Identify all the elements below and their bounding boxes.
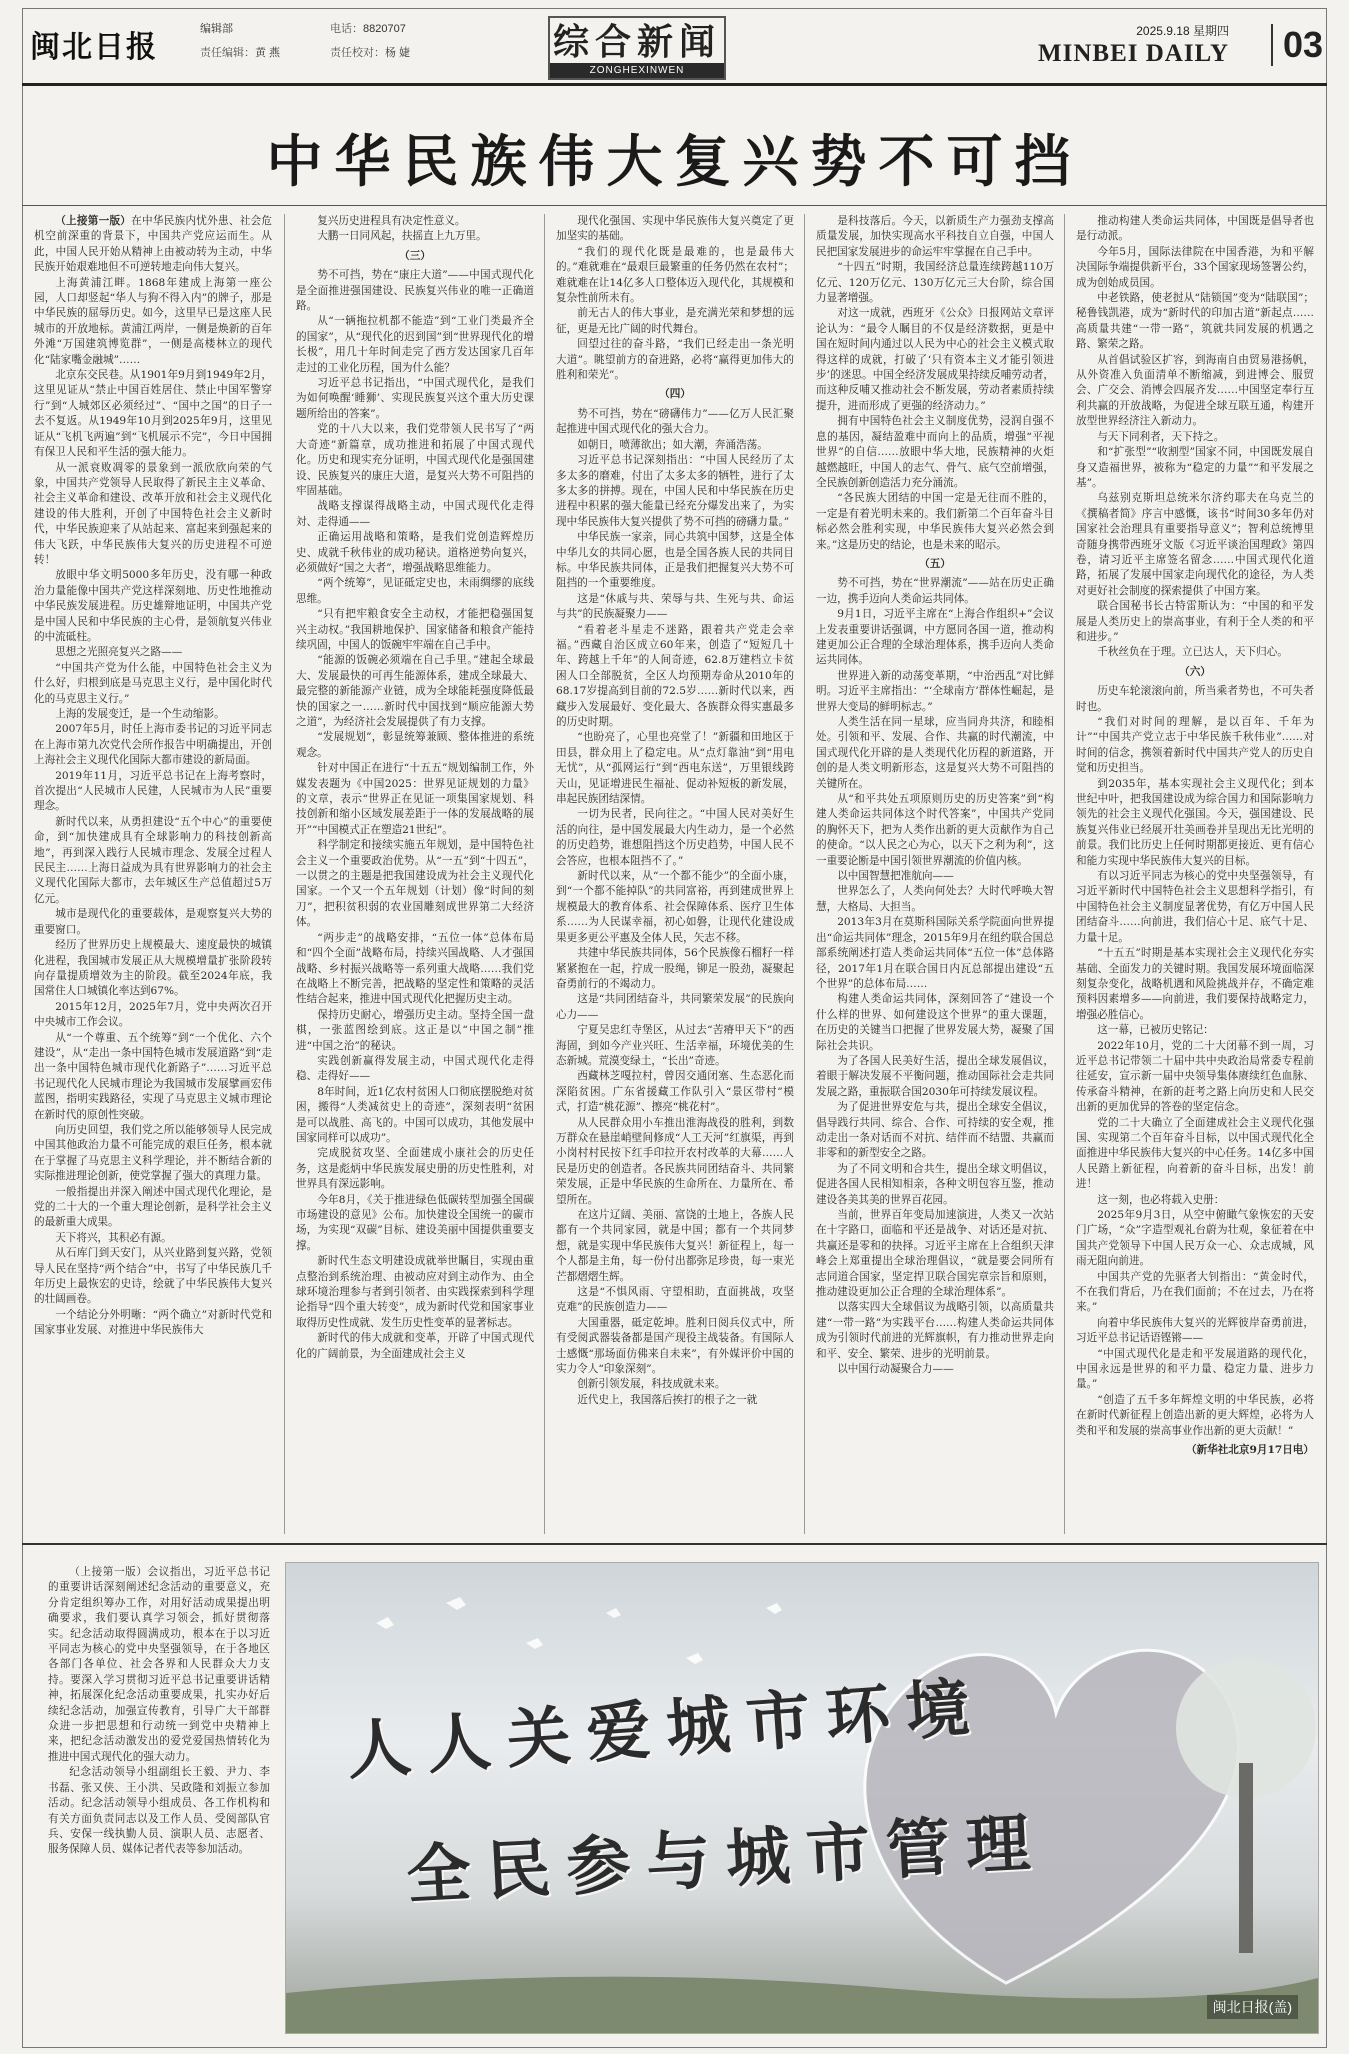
article-paragraph: 到2035年，基本实现社会主义现代化；到本世纪中叶，把我国建设成为综合国力和国际影响力领先的社会主义现代化强国。今天，强国建设、民族复兴伟业已经展开壮美画卷并呈现出无比光明的前景。我们比历史上任何时期都更接近、更有信心和能力实现中华民族伟大复兴的目标。 [1076, 777, 1314, 867]
article-paragraph: 乌兹别克斯坦总统米尔济约耶夫在乌克兰的《撰稿者简》序言中感慨，该书“时间30多年仍对国家社会治理具有重要指导意义”；智利总统博里奇随身携带西班牙文版《习近平谈治国理政》第四卷，请习近平主席签名留念……中国式现代化道路，拓展了发展中国家走向现代化的途径，为人类对更好社会制度的探索提供了中国方案。 [1076, 492, 1314, 597]
article-paragraph: 思想之光照亮复兴之路—— [55, 646, 183, 659]
article-paragraph: 今年5月，国际法律院在中国香港，为和平解决国际争端提供新平台，33个国家现场签署公约，成为创始成员国。 [1076, 245, 1314, 289]
article-paragraph: 这是“不惧风雨、守望相助，直面挑战，攻坚克难”的民族创造力—— [556, 1286, 794, 1314]
newspaper-logo: 闽北日报 [30, 30, 158, 65]
article-paragraph: 大国重器，砥定乾坤。胜利日阅兵仪式中，所有受阅武器装备都是国产现役主战装备。有国际人士感慨“那场面仿佛来自未来”，有外媒评价中国的实力令人“印象深刻”。 [556, 1316, 794, 1376]
article-paragraph: 新时代生态文明建设成就举世瞩目，实现由重点整治到系统治理、由被动应对到主动作为、由全球环境治理参与者到引领者、由实践探索到科学理论指导“四个重大转变”，成为新时代党和国家事业取得历史性成就、发生历史性变革的显著标志。 [296, 1255, 534, 1329]
public-service-ad [285, 1562, 1319, 2034]
article-column-4 [816, 214, 1054, 1534]
article-paragraph: 2025年9月3日，从空中俯瞰气象恢宏的天安门广场，“众”字造型观礼台蔚为壮观，象征着在中国共产党领导下中国人民万众一心、众志成城，风雨无阻向前进。 [1076, 1209, 1314, 1268]
article-paragraph: 2019年11月，习近平总书记在上海考察时，首次提出“人民城市人民建，人民城市为人民”重要理念。 [34, 769, 272, 813]
article-paragraph: 针对中国正在进行“十五五”规划编制工作，外媒发表题为《中国2025：世界见证规划的力量》的文章，表示“世界正在见证一项集国家规划、科技创新和缩小区域发展差距于一体的发展战略的展开”“中国模式正在塑造21世纪”。 [296, 762, 534, 836]
article-paragraph: 为了各国人民美好生活，提出全球发展倡议，着眼于解决发展不平衡问题，推动国际社会走共同发展之路，重振联合国2030年可持续发展议程。 [816, 1054, 1054, 1098]
article-paragraph: 以中国智慧把准航向—— [837, 870, 954, 883]
article-paragraph: 战略支撑谋得战略主动，中国式现代化走得対、走得通—— [296, 500, 534, 528]
article-paragraph: 党的二十大确立了全面建成社会主义现代化强国、实现第二个百年奋斗目标，以中国式现代化全面推进中华民族伟大复兴的中心任务。14亿多中国人民踏上新征程，向着新的奋斗目标，出发！前进！ [1076, 1116, 1314, 1191]
article-column-1 [34, 214, 272, 1534]
article-paragraph: 回望过往的奋斗路，“我们已经走出一条光明大道”。眺望前方的奋进路，必将“赢得更加伟大的胜利和荣光”。 [556, 338, 794, 382]
article-paragraph: “只有把牢粮食安全主动权，才能把稳强国复兴主动权。”我国耕地保护、国家储备和粮食产能持续巩固，中国人的饭碗牢牢端在自己手中。 [296, 608, 534, 651]
article-paragraph: “发展规划”，彰显统筹兼顾、整体推进的系统观念。 [296, 731, 534, 759]
proofreader-line [330, 44, 410, 60]
article-paragraph: 从一派衰败凋零的景象到一派欣欣向荣的气象，中国共产党领导人民取得了新民主主义革命、社会主义革命和建设、改革开放和社会主义现代化建设的伟大胜利，开创了中国特色社会主义新时代，中华民族迎来了从站起来、富起来到强起来的伟大飞跃，中华民族伟大复兴的历史进程不可逆转！ [34, 461, 272, 566]
article-column-3 [556, 214, 794, 1534]
bird-flock [376, 1597, 782, 1664]
brief-paragraph: （上接第一版）会议指出，习近平总书记的重要讲话深刻阐述纪念活动的重要意义，充分肯定组织筹办工作，对用好活动成果提出明确要求，我们要认真学习领会，抓好贯彻落实。纪念活动取得圆满成功，根本在于以习近平同志为核心的党中央坚强领导，在于各地区各部门各单位、社会各界和人民群众大力支持。要深入学习贯彻习近平总书记重要讲话精神，拓展深化纪念活动重要成果，扎实办好后续纪念活动，加强宣传教育，引导广大干部群众进一步把思想和行动统一到党中央精神上来，把纪念活动激发出的爱党爱国热情转化为推进中国式现代化的强大动力。 [48, 1566, 270, 1763]
article-paragraph: 中华民族一家亲，同心共筑中国梦，这是全体中华儿女的共同心愿，也是全国各族人民的共同目标。中华民族共同体，正是我们把握复兴大势不可阻挡的一个重要维度。 [556, 531, 794, 590]
news-brief [48, 1565, 270, 2037]
phone-value: 8820707 [363, 23, 406, 35]
article-paragraph: 共建中华民族共同体，56个民族像石榴籽一样紧紧抱在一起，拧成一股绳，铆足一股劲，凝聚起奋勇前行的不竭动力。 [556, 947, 794, 990]
article-paragraph: “也盼亮了，心里也亮堂了！”新疆和田地区于田县，群众用上了稳定电。从“点灯靠油”到“用电无忧”，从“孤网运行”到“西电东送”，万里银线跨天山，见证增进民生福祉、促动补短板的新发展，串起民族团结深情。 [556, 731, 794, 806]
phone-label: 电话： [330, 23, 363, 35]
article-paragraph: 天下将兴，其积必有源。 [55, 1231, 172, 1244]
lead-tag: （上接第一版） [55, 215, 132, 227]
article-paragraph: 这是“休戚与共、荣辱与共、生死与共、命运与共”的民族凝聚力—— [556, 592, 794, 621]
article-paragraph: 大鹏一日同风起，扶摇直上九万里。 [317, 230, 487, 243]
article-paragraph: 与天下同利者，天下持之。 [1097, 430, 1225, 443]
article-paragraph: 历史车轮滚滚向前，所当乘者势也，不可失者时也。 [1076, 685, 1314, 713]
article-paragraph: 2015年12月，2025年7月，党中央两次召开中央城市工作会议。 [34, 1000, 272, 1029]
duty-editor-value: 黄 燕 [255, 47, 281, 59]
article-paragraph: “创造了五千多年辉煌文明的中华民族，必将在新时代新征程上创造出新的更大辉煌，必将为人类和平和发展的崇高事业作出新的更大贡献！” [1076, 1393, 1314, 1437]
lead-text: 在中华民族内忧外患、社会危机空前深重的背景下，中国共产党应运而生。从此，中国人民开始从精神上由被动转为主动，中华民族开始艰难地但不可逆转地走向伟大复兴。 [34, 215, 272, 274]
article-paragraph: “两步走”的战略安排，“五位一体”总体布局和“四个全面”战略布局，持续兴国战略、人才强国战略、乡村振兴战略等一系列重大战略……我们党在战略上不断完善，把战略的坚定性和策略的灵活性结合起来，推进中国式现代化把握历史主动。 [296, 931, 534, 1006]
article-paragraph: 是科技落后。今天，以新质生产力强劲支撑高质量发展，加快实现高水平科技自立自强，中国人民把国家发展进步的命运牢牢掌握在自己手中。 [816, 215, 1054, 258]
article-paragraph: 这一刻，也必将载入史册： [1097, 1193, 1225, 1206]
article-paragraph: 一般指提出并深入阐述中国式现代化理论，是党的二十大的一个重大理论创新，是科学社会主义的最新重大成果。 [34, 1185, 272, 1229]
section-rule [22, 1543, 1327, 1545]
proofreader-label: 责任校对： [330, 47, 385, 59]
article-paragraph: 世界怎么了，人类向何处去？大时代呼唤大智慧，大格局、大担当。 [816, 885, 1054, 913]
phone-line [330, 20, 406, 36]
article-paragraph: 这一幕，已被历史铭记： [1097, 1024, 1214, 1037]
article-paragraph: 新时代以来，从“一个都不能少”的全面小康，到“一个都不能掉队”的共同富裕，再到建成世界上规模最大的教育体系、社会保障体系、医疗卫生体系……为人民谋幸福，初心如磐，让现代化建设成果更多更公平惠及全体人民，矢志不移。 [556, 870, 794, 944]
article-paragraph: 联合国秘书长古特雷斯认为：“中国的和平发展是人类历史上的崇高事业，有利于全人类的和平和进步。” [1076, 600, 1314, 643]
editorial-department [200, 20, 233, 36]
article-paragraph: 在这片辽阔、美丽、富饶的土地上，各族人民都有一个共同家园，就是中国；都有一个共同梦想，就是实现中华民族伟大复兴！新征程上，每一个人都是主角，每一份付出都弥足珍贵，每一束光芒都熠熠生辉。 [556, 1209, 794, 1283]
article-paragraph: 从“一辆拖拉机都不能造”到“工业门类最齐全的国家”，从“现代化的迟到国”到“世界现代化的增长极”，用几十年时间走完了西方发达国家几百年走过的工业化历程，国为什么能？ [296, 315, 534, 374]
article-paragraph: 从石库门到天安门，从兴业路到复兴路，党领导人民在坚持“两个结合”中，书写了中华民族几千年历史上最恢宏的史诗，绘就了中华民族伟大复兴的壮阔画卷。 [34, 1247, 272, 1306]
article-paragraph: 从“一个尊重、五个统筹”到“一个优化、六个建设”，从“走出一条中国特色城市发展道路”到“走出一条中国特色城市现代化新路子”……习近平总书记现代化人民城市理论为我国城市发展擘画宏伟蓝图，指明实践路径，实现了马克思主义城市理论在新时代的原创性突破。 [34, 1031, 272, 1121]
article-paragraph: “十五五”时期是基本实现社会主义现代化夯实基础、全面发力的关键时期。我国发展环境面临深刻复杂变化，战略机遇和风险挑战并存，不确定难预料因素增多——向前进，我们要保持战略定力，增强必胜信心。 [1076, 947, 1314, 1021]
brief-paragraph: 纪念活动领导小组副组长王毅、尹力、李书磊、张又侠、王小洪、吴政隆和刘振立参加活动。纪念活动领导小组成员、各工作机构和有关方面负责同志以及工作人员、受阅部队官兵、安保一线执勤人员、演职人员、志愿者、服务保障人员、媒体记者代表等参加活动。 [48, 1766, 270, 1856]
article-paragraph: 城市是现代化的重要载体，是观察复兴大势的重要窗口。 [34, 908, 272, 936]
article-paragraph: 世界进入新的动荡变革期，“中治西乱”对比鲜明。习近平主席指出：“‘全球南方’群体性崛起，是世界大变局的鲜明标志。” [816, 669, 1054, 713]
article-paragraph: 势不可挡，势在“磅礴伟力”——亿万人民汇聚起推进中国式现代化的强大合力。 [556, 407, 794, 436]
article-paragraph: 从首倡试验区扩容，到海南自由贸易港扬帆，从外资准入负面清单不断缩减，到进博会、服贸会、广交会、消博会四展齐发……中国坚定奉行互利共赢的开放战略，为促进全球互联互通，构建开放型世界经济注入新动力。 [1076, 353, 1314, 428]
article-paragraph: 8年时间，近1亿农村贫困人口彻底摆脱绝对贫困，搬得“人类减贫史上的奇迹”，深刻表明“贫困是可以战胜、高飞的。中国可以成功，其他发展中国家同样可以成功”。 [296, 1085, 534, 1144]
article-paragraph: 如朝日，喷薄欲出；如大潮，奔涌浩荡。 [577, 438, 768, 451]
issue-weekday: 星期四 [1192, 24, 1229, 38]
article-paragraph: 现代化强国、实现中华民族伟大复兴奠定了更加坚实的基础。 [556, 215, 794, 243]
article-paragraph: “中国共产党为什么能，中国特色社会主义为什么好，归根到底是马克思主义行，是中国化时代化的马克思主义行。” [34, 661, 272, 705]
duty-editor-label: 责任编辑： [200, 47, 255, 59]
article-paragraph: 正确运用战略和策略，是我们党创造辉煌历史、成就千秋伟业的成功秘诀。道格逆势向复兴，必须做好“国之大者”，增强战略思维能力。 [296, 531, 534, 574]
article-paragraph: 创新引领发展，科技成就未来。 [577, 1378, 726, 1391]
article-paragraph: 人类生活在同一星球，应当同舟共济，和睦相处。引领和平、发展、合作、共赢的时代潮流，中国式现代化开辟的是人类现代化历程的新道路，开创的是人类文明新形态，这是复兴大势不可阻挡的关键所在。 [816, 716, 1054, 790]
article-paragraph: 上海的发展变迁，是一个生动缩影。 [55, 708, 225, 720]
article-paragraph: 为了促进世界安危与共，提出全球安全倡议，倡导践行共同、综合、合作、可持续的安全观，推动走出一条对话而不对抗、结伴而不结盟、共赢而非零和的新型安全之路。 [816, 1101, 1054, 1160]
dateline [1136, 22, 1229, 39]
article-paragraph: 西藏林芝嘎拉村，曾因交通闭塞、生态恶化而深陷贫困。广东省援藏工作队引入“景区带村”模式，打造“桃花源”、擦亮“桃花村”。 [556, 1070, 794, 1114]
article-paragraph: （四） [659, 388, 691, 401]
article-paragraph: 2013年3月在莫斯科国际关系学院面向世界提出“命运共同体”理念，2015年9月在纽约联合国总部系统阐述打造人类命运共同体“五位一体”总体路径，2017年1月在联合国日内瓦总部提出建设“五个世界”的总体布局…… [816, 916, 1054, 990]
article-paragraph: 9月1日，习近平主席在“上海合作组织+”会议上发表重要讲话强调，中方愿同各国一道，推动构建更加公正合理的全球治理体系，携手迈向人类命运共同体。 [816, 608, 1054, 667]
article-paragraph: 新时代的伟大成就和变革，开辟了中国式现代化的广阔前景，为全面建成社会主义 [296, 1332, 534, 1360]
article-paragraph: 对这一成就，西班牙《公众》日报网站文章评论认为：“最令人瞩目的不仅是经济数据，更是中国在短时间内通过以人民为中心的社会主义模式取得这样的成就，打破了‘只有资本主义才能引领进步’的迷思。中国全经济发展成果持续反哺劳动者，而这种反哺又推动社会不断发展，劳动者素质持续提升，进而形成了更强的经济动力。” [816, 307, 1054, 412]
article-paragraph: 复兴历史进程具有决定性意义。 [317, 215, 466, 227]
article-paragraph: 推动构建人类命运共同体，中国既是倡导者也是行动派。 [1076, 215, 1314, 243]
article-paragraph: “十四五”时期，我国经济总量连续跨越110万亿元、120万亿元、130万亿元三大台阶，综合国力显著增强。 [816, 261, 1054, 305]
article-paragraph: 习近平总书记指出，“中国式现代化，是我们为如何唤醒‘睡狮’、实现民族复兴这个重大历史课题所给出的答案”。 [296, 377, 534, 420]
article-paragraph: 2007年5月，时任上海市委书记的习近平同志在上海市第九次党代会所作报告中明确提出，开创上海社会主义现代化国际大都市建设的新局面。 [34, 723, 272, 767]
article-paragraph: 一个结论分外明晰：“两个确立”对新时代党和国家事业发展、对推进中华民族伟大 [34, 1308, 272, 1337]
brand-english: MINBEI DAILY [1038, 40, 1229, 67]
article-paragraph: “能源的饭碗必须端在自己手里。”建起全球最大、发展最快的可再生能源体系，建成全球最大、最完整的新能源产业链，成为全球能耗强度降低最快的国家之一……新时代中国找到“顺应能源大势之道”，为经济社会发展提供了有力支撑。 [296, 654, 534, 728]
article-paragraph: 有以习近平同志为核心的党中央坚强领导，有习近平新时代中国特色社会主义思想科学指引，有中国特色社会主义制度显著优势，有亿万中国人民团结奋斗……向前进，我们信心十足、底气十足、力量十足。 [1076, 870, 1314, 944]
article-paragraph: 实践创新赢得发展主动，中国式现代化走得稳、走得好—— [296, 1054, 534, 1083]
article-paragraph: 宁夏吴忠红寺堡区，从过去“苦瘠甲天下”的西海固，到如今产业兴旺、生活幸福，环境优美的生态新城。荒漠变绿土，“长出”奇迹。 [556, 1024, 794, 1067]
page-number: 03 [1271, 24, 1323, 66]
column-divider [544, 214, 545, 1534]
article-paragraph: （六） [1179, 665, 1211, 678]
duty-editor-line [200, 44, 280, 60]
article-paragraph: 千秋丝负在于理。立已达人，天下归心。 [1097, 646, 1288, 659]
section-title: 综合新闻 [552, 21, 721, 63]
article-paragraph: 中国共产党的先驱者大钊指出：“黄金时代，不在我们背后，乃在我们面前；不在过去，乃在将来。” [1076, 1270, 1314, 1314]
ad-credit: 闽北日报(盖) [1207, 1995, 1298, 2019]
proofreader-value: 杨 婕 [385, 47, 411, 59]
column-divider [804, 214, 805, 1534]
article-headline: 中华民族伟大复兴势不可挡 [266, 130, 1083, 195]
article-paragraph: 以中国行动凝聚合力—— [837, 1363, 954, 1376]
article-paragraph: 科学制定和接续实施五年规划，是中国特色社会主义一个重要政治优势。从“一五”到“十四五”，一以贯之的主题是把我国建设成为社会主义现代化国家。一个又一个五年规划（计划）像“时间的刻刀”，把积贫积弱的农业国雕刻成世界第二大经济体。 [296, 839, 534, 929]
ad-illustration [286, 1563, 1318, 2033]
article-paragraph: 中老铁路，使老挝从“陆锁国”变为“陆联国”；秘鲁钱凯港，成为“新时代的印加古道”新起点……高质量共建“一带一路”，筑就共同发展的机遇之路、繁荣之路。 [1076, 292, 1314, 351]
article-paragraph: 前无古人的伟大事业，是充满光荣和梦想的远征，更是无比广阔的时代舞台。 [556, 307, 794, 335]
article-paragraph: “两个统筹”，见证砥定史也，未雨绸缪的底线思维。 [296, 577, 534, 605]
article-paragraph: “我们的现代化既是最难的，也是最伟大的。”难就难在“最艰巨最繁重的任务仍然在农村”；难就难在让14亿多人口整体迈入现代化，其规模和复杂性前所未有。 [556, 245, 794, 305]
editor-label: 编辑部 [200, 23, 233, 35]
article-byline: （新华社北京9月17日电） [1185, 1444, 1314, 1457]
tree-trunk [1239, 1763, 1253, 1953]
article-paragraph [34, 214, 272, 276]
article-paragraph: 党的十八大以来，我们党带领人民书写了“两大奇迹”新篇章，成功推进和拓展了中国式现代化。历史和现实充分证明，中国式现代化是强国建设、民族复兴的康庄大道，是复兴大势不可阻挡的牢固基础。 [296, 423, 534, 497]
article-paragraph: 新时代以来，从勇担建设“五个中心”的重要使命，到“加快建成具有全球影响力的科技创新高地”，再到深入践行人民城市理念、发展全过程人民民主……上海日益成为具有世界影响力的社会主义现代化国际大都市，去年城区生产总值超过5万亿元。 [34, 815, 272, 905]
masthead-rule [22, 83, 1327, 86]
article-paragraph: 向着中华民族伟大复兴的光辉彼岸奋勇前进，习近平总书记话语铿锵—— [1076, 1316, 1314, 1345]
article-paragraph: 拥有中国特色社会主义制度优势，浸润自强不息的基因，凝结盈难中而向上的品质，增强“平视世界”的自信……放眼中华大地，民族精神的火炬越燃越旺，中国人的志气、骨气、底气空前增强，全民族创新创造活力充分涌流。 [816, 415, 1054, 489]
article-paragraph: 为了不同文明和合共生，提出全球文明倡议，促进各国人民相知相亲，各种文明包容互鉴，推动建设各美其美的世界百花园。 [816, 1162, 1054, 1206]
article-paragraph: 上海黄浦江畔。1868年建成上海第一座公园，人口却竖起“华人与狗不得入内”的牌子，那是中华民族的屈辱历史。如今，这里早已是这座人民城市的开放地标。黄浦江两岸，一侧是焕新的百年外滩“万国建筑博览群”，一侧是高楼林立的现代化“陆家嘴金融城”…… [34, 276, 272, 366]
article-paragraph: 保持历史耐心，增强历史主动。坚持全国一盘棋，一张蓝图绘到底。这正是以“中国之制”推进“中国之治”的秘诀。 [296, 1008, 534, 1052]
ad-slogan-line-1: 人人关爱城市环境 [344, 1669, 989, 1790]
article-paragraph: 和“扩张型”“收割型”国家不同，中国既发展自身又造福世界，被称为“稳定的力量”“和平发展之基”。 [1076, 446, 1314, 489]
article-paragraph: “我们对时间的理解，是以百年、千年为计”“中国共产党立志于中华民族千秋伟业”……对时间的信念，携领着新时代中国共产党人的历史自觉和历史担当。 [1076, 716, 1314, 775]
article-paragraph: “各民族大团结的中国一定是无往而不胜的，一定是有着光明未来的。我们新第二个百年奋斗目标必然会胜利实现，中华民族伟大复兴必然会到来。”这是历史的结论，也是未来的昭示。 [816, 492, 1054, 551]
issue-date: 2025.9.18 [1136, 24, 1190, 38]
article-paragraph: 经历了世界历史上规模最大、速度最快的城镇化进程，我国城市发展正从大规模增量扩张阶段转向存量提质增效为主的阶段。截至2024年底，我国常住人口城镇化率达到67%。 [34, 939, 272, 998]
article-paragraph: 从人民群众用小车推出淮海战役的胜利，到数万群众在悬崖峭壁间修成“人工天河”红旗渠，再到小岗村村民按下红手印拉开农村改革的大幕……人民是历史的创造者。各民族共同团结奋斗、共同繁荣发展，正是中华民族的生命所在、力量所在、希望所在。 [556, 1116, 794, 1206]
article-paragraph: 当前，世界百年变局加速演进，人类又一次站在十字路口，面临和平还是战争、对话还是对抗、共赢还是零和的抉择。习近平主席在上合组织天津峰会上郑重提出全球治理倡议，“就是要会同所有志同道合国家，坚定捍卫联合国宪章宗旨和原则，推动建设更加公正合理的全球治理体系”。 [816, 1209, 1054, 1299]
headline-rule [22, 205, 1327, 206]
article-paragraph: “中国式现代化是走和平发展道路的现代化，中国永远是世界的和平力量、稳定力量、进步力量。” [1076, 1347, 1314, 1391]
article-paragraph: 从“和平共处五项原则历史的历史答案”到“构建人类命运共同体这个时代答案”，中国共产党同的胸怀天下，把为人类作出新的更大贡献作为自己的使命。“以人民之心为心，以天下之利为利”，这一重要论断是中国引领世界潮流的价值内核。 [816, 793, 1054, 867]
article-paragraph: 势不可挡，势在“世界潮流”——站在历史正确一边，携手迈向人类命运共同体。 [816, 577, 1054, 605]
article-paragraph: 今年8月，《关于推进绿色低碳转型加强全国碳市场建设的意见》公布。加快建设全国统一的碳市场，为实现“双碳”目标、建设美丽中国提供重要支撑。 [296, 1193, 534, 1252]
article-column-2 [296, 214, 534, 1534]
article-paragraph: （五） [919, 557, 951, 570]
section-banner [548, 16, 726, 80]
article-paragraph: 构建人类命运共同体，深刻回答了“建设一个什么样的世界、如何建设这个世界”的重大课题，在历史的关键当口把握了世界发展大势，凝聚了国际社会共识。 [816, 993, 1054, 1052]
ad-slogan-line-2: 全民参与城市管理 [404, 1805, 1048, 1914]
article-paragraph: 以落实四大全球倡议为战略引领，以高质量共建“一带一路”为实践平台……构建人类命运共同体成为引领时代前进的光辉旗帜，有力推动世界走向和平、安全、繁荣、进步的光明前景。 [816, 1301, 1054, 1360]
article-paragraph: 向历史回望，我们党之所以能够领导人民完成中国其他政治力量不可能完成的艰巨任务，根本就在于掌握了马克思主义科学理论，并不断结合新的实际推进理论创新，使党掌握了强大的真理力量。 [34, 1123, 272, 1183]
article-paragraph: “看着老斗星走不迷路，跟着共产党走会幸福。”西藏自治区成立60年来，创造了“短短几十年、跨越上千年”的人间奇迹，62.8万建档立卡贫困人口全部脱贫，全区人均预期寿命从2010年的68.17岁提高到目前的72.5岁……新时代以来，西藏步入发展最好、变化最大、各族群众得实惠最多的历史时期。 [556, 623, 794, 728]
article-paragraph: 势不可挡，势在“康庄大道”——中国式现代化是全面推进强国建设、民族复兴伟业的唯一正确道路。 [296, 269, 534, 313]
article-paragraph: 习近平总书记深刻指出：“中国人民经历了太多太多的磨难，付出了太多太多的牺牲，进行了太多太多的拼搏。现在，中国人民和中华民族在历史进程中积累的强大能量已经充分爆发出来了，为实现中华民族伟大复兴提供了势不可挡的磅礴力量。” [556, 454, 794, 528]
grass-field [286, 1977, 1318, 2033]
article-paragraph: （三） [399, 249, 431, 262]
article-paragraph: 一切为民者，民向往之。“中国人民对美好生活的向往，是中国发展最大内生动力，是一个必然的历史趋势，谁想阻挡这个历史趋势，中国人民不会答应，也根本阻挡不了。” [556, 808, 794, 867]
article-paragraph: 2022年10月，党的二十大闭幕不到一周，习近平总书记带领二十届中共中央政治局常委专程前往延安，宣示新一届中央领导集体赓续红色血脉、传承奋斗精神，在新的赶考之路上向历史和人民交出新的更加优异的答卷的坚定信念。 [1076, 1039, 1314, 1114]
article-column-5 [1076, 214, 1314, 1534]
article-paragraph: 北京东交民巷。从1901年9月到1949年2月，这里见证从“禁止中国百姓居住、禁止中国军警穿行”到“人城郊区必须经过”、“国中之国”的日子一去不复返。从1949年10月到2025年9月，这里见证从“飞机飞两遍”到“飞机展示不完”，今日中国拥有保卫人民和平生活的强大能力。 [34, 369, 272, 459]
article-paragraph: 这是“共同团结奋斗，共同繁荣发展”的民族向心力—— [556, 993, 794, 1021]
article-paragraph: 完成脱贫攻坚、全面建成小康社会的历史任务，这是彪炳中华民族发展史册的历史性胜利，对世界具有深远影响。 [296, 1147, 534, 1191]
column-divider [1064, 214, 1065, 1534]
column-divider [284, 214, 285, 1534]
article-paragraph: 近代史上，我国落后挨打的根子之一就 [577, 1393, 758, 1406]
section-pinyin: ZONGHEXINWEN [550, 63, 724, 78]
article-paragraph: 放眼中华文明5000多年历史，没有哪一种政治力量能像中国共产党这样深刻地、历史性地推动中华民族发展进程。历史雄辩地证明，中国共产党是中国人民和中华民族的主心骨，是领航复兴伟业的中流砥柱。 [34, 569, 272, 643]
